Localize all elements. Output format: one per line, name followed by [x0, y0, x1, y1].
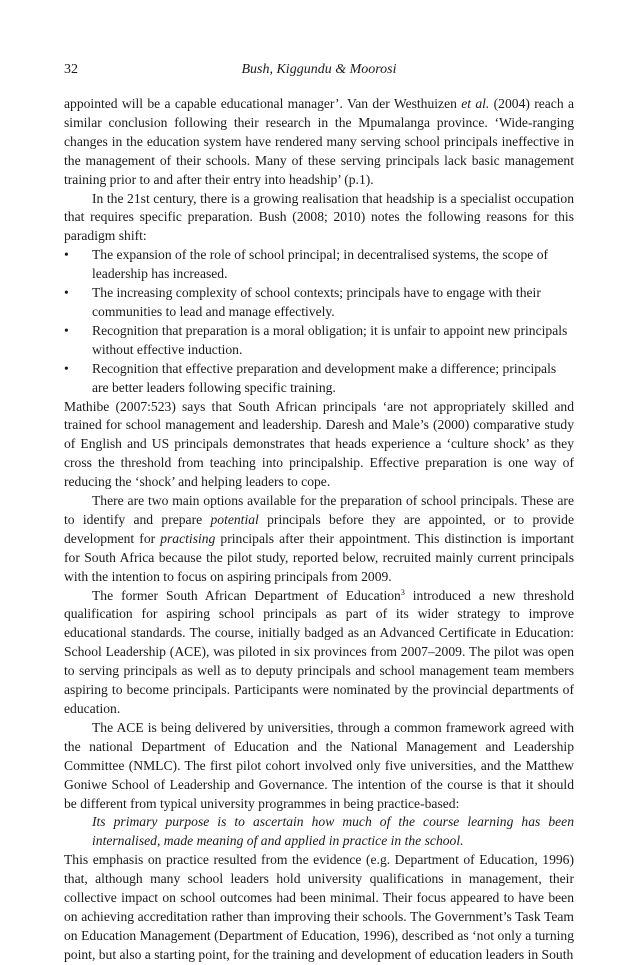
list-item: • The expansion of the role of school principal; in decentralised systems, the scope of leadership has increased.: [64, 247, 549, 282]
list-item: • Recognition that preparation is a moral obligation; it is unfair to appoint new principals without effective induction.: [64, 322, 568, 357]
footnote-marker: 3: [400, 587, 405, 597]
paragraph: Mathibe (2007:523) says that South African principals ‘are not appropriately skilled and trained for school management and leadership. Daresh and Male’s (2000) comparative study of English and US principals demonstrates that heads experience a ‘culture shock’ as they cross the threshold from teaching into principalship. Effective preparation is one way of reducing the ‘shock’ and helping leaders to cope.: [64, 398, 574, 490]
paragraph: There are two main options available for the preparation of school principals. These are to identify and prepare potential principals before they are appointed, or to provide development for practising principals after their appointment. This distinction is important for South Africa because the pilot study, reported below, recruited mainly current principals with the intention to focus on aspiring principals from 2009.: [64, 493, 575, 584]
bullet-marker: •: [64, 247, 69, 263]
bullet-marker: •: [64, 322, 69, 338]
bullet-marker: •: [64, 360, 69, 376]
paragraph: This emphasis on practice resulted from the evidence (e.g. Department of Education, 1996) that, although many school leaders hold university qualifications in management, their collective impact on school outcomes had been minimal. Their focus appeared to have been on achieving accreditation rather than improving their schools. The Government’s Task Team on Education Management (Department of Education, 1996), described as ‘not only a turning point, but also a starting point, for the training and development of education leaders in South: [64, 852, 574, 962]
page-number: 32: [64, 62, 78, 77]
paragraph: appointed will be a capable educational manager’. Van der Westhuizen et al. (2004) reach a similar conclusion following their research in the Mpumalanga province. ‘Wide-ranging changes in the education system have rendered many serving school principals ineffective in the management of their schools. Many of these serving principals lack basic management training prior to and after their entry into headship’ (p.1).: [64, 96, 574, 187]
running-head: Bush, Kiggundu & Moorosi: [241, 62, 397, 77]
bullet-marker: •: [64, 285, 69, 301]
bullet-list: [64, 246, 574, 397]
body-text: [64, 95, 574, 965]
list-item: • The increasing complexity of school contexts; principals have to engage with their communities to lead and manage effectively.: [64, 285, 541, 319]
page-header: [64, 62, 574, 82]
paragraph: The ACE is being delivered by universities, through a common framework agreed with the national Department of Education and the National Management and Leadership Committee (NMLC). The first pilot cohort involved only five universities, and the Matthew Goniwe School of Leadership and Governance. The intention of the course is that it should be different from typical university programmes in being practice-based:: [64, 719, 574, 811]
paragraph: In the 21st century, there is a growing realisation that headship is a specialist occupation that requires specific preparation. Bush (2008; 2010) notes the following reasons for this paradigm shift:: [64, 190, 574, 244]
list-item: • Recognition that effective preparation and development make a difference; principals are better leaders following specific training.: [64, 360, 557, 395]
paragraph: The former South African Department of Education$^3$ introduced a new threshold qualification for aspiring school principals as part of its wider strategy to improve educational standards. The course, initially badged as an Advanced Certificate in Education: School Leadership (ACE), was piloted in six provinces from 2007–2009. The pilot was open to serving principals as well as to deputy principals and school management team members aspiring to become principals. Participants were nominated by the provincial departments of education.: [64, 587, 574, 716]
block-quote: Its primary purpose is to ascertain how much of the course learning has been internalised, made meaning of and applied in practice in the school.: [92, 814, 574, 849]
